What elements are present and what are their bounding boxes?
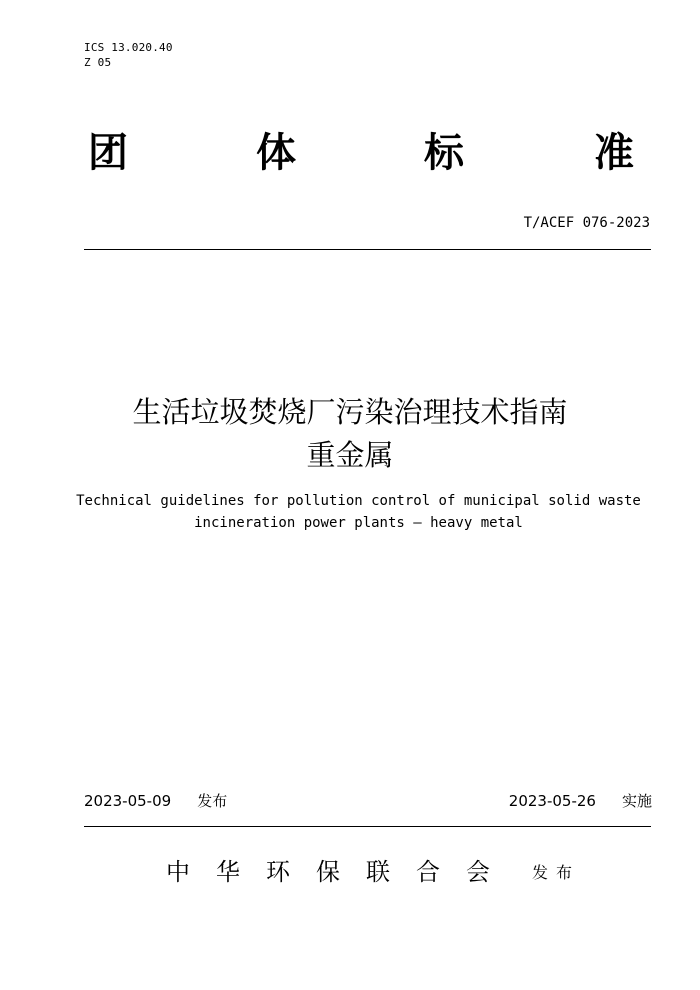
- bottom-divider: [84, 826, 651, 827]
- top-divider: [84, 249, 651, 250]
- standard-type-char-2: 体: [256, 130, 296, 176]
- standard-number: T/ACEF 076-2023: [523, 215, 650, 231]
- standard-type-char-1: 团: [88, 130, 128, 176]
- classification-codes: [84, 40, 173, 70]
- issue-date: 2023-05-09: [84, 792, 172, 810]
- implementation-date: 2023-05-26: [508, 792, 596, 810]
- standard-type-char-3: 标: [424, 130, 464, 176]
- issue-label: 发布: [197, 792, 228, 810]
- chinese-title-line-1: 生活垃圾焚烧厂污染治理技术指南: [132, 395, 568, 429]
- implementation-date-block: [509, 791, 652, 811]
- english-title-line-2: incineration power plants — heavy metal: [194, 515, 523, 531]
- chinese-title-line-2: 重金属: [306, 438, 394, 472]
- publisher-name: 中华环保联合会: [166, 858, 516, 886]
- implementation-label: 实施: [621, 792, 652, 810]
- standard-type-heading: [88, 128, 640, 178]
- publisher-suffix: 发布: [532, 863, 581, 882]
- standard-type-char-4: 准: [594, 130, 634, 176]
- english-title-line-1: Technical guidelines for pollution control of municipal solid waste: [76, 493, 641, 509]
- ics-code: ICS 13.020.40: [84, 41, 173, 54]
- issue-date-block: [84, 791, 227, 811]
- ccs-code: Z 05: [84, 56, 112, 69]
